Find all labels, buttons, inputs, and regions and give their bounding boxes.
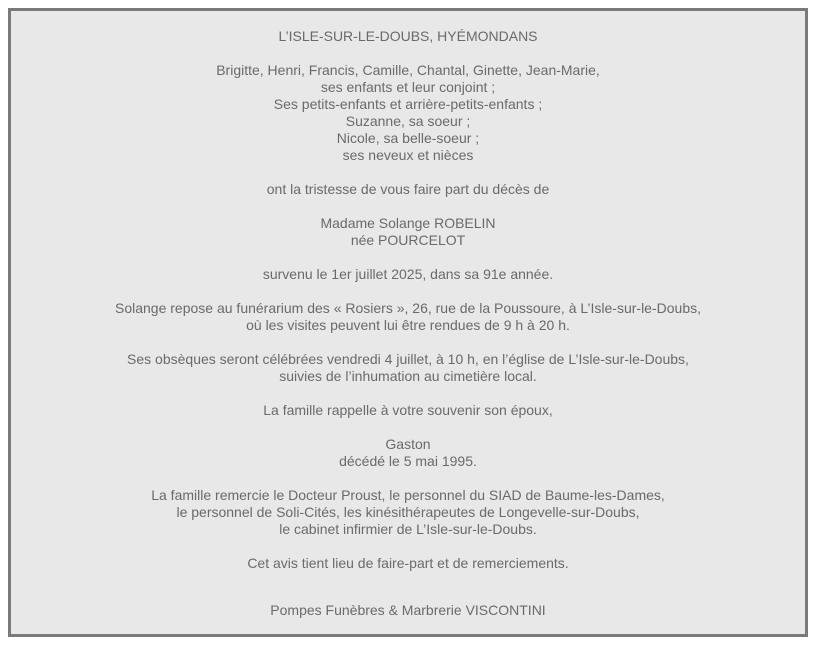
obituary-notice [8, 8, 808, 637]
rest-info-line: où les visites peuvent lui être rendues de 9 h à 20 h. [246, 317, 570, 333]
announcement-text: ont la tristesse de vous faire part du décès de [266, 181, 550, 197]
remembrance-text: La famille rappelle à votre souvenir son époux, [263, 402, 553, 418]
funeral-home-signature: Pompes Funèbres & Marbrerie VISCONTINI [270, 602, 546, 618]
spouse-death-date: décédé le 5 mai 1995. [339, 453, 477, 469]
deceased-name: Madame Solange ROBELIN [320, 215, 496, 231]
family-line: Suzanne, sa soeur ; [345, 113, 471, 129]
thanks-line: le cabinet infirmier de L’Isle-sur-le-Doubs. [279, 521, 537, 537]
family-line: Brigitte, Henri, Francis, Camille, Chantal, Ginette, Jean-Marie, [216, 62, 600, 78]
funeral-info-block [11, 351, 805, 385]
thanks-block [11, 487, 805, 538]
thanks-line: La famille remercie le Docteur Proust, le personnel du SIAD de Baume-les-Dames, [151, 487, 665, 503]
family-block [11, 62, 805, 164]
rest-info-line: Solange repose au funérarium des « Rosiers », 26, rue de la Poussoure, à L’Isle-sur-le-Doubs, [115, 300, 701, 316]
rest-info-block [11, 300, 805, 334]
funeral-info-line: Ses obsèques seront célébrées vendredi 4 juillet, à 10 h, en l’église de L’Isle-sur-le-Doubs, [127, 351, 689, 367]
deceased-block [11, 215, 805, 249]
family-line: ses neveux et nièces [342, 147, 474, 163]
thanks-line: le personnel de Soli-Cités, les kinésithérapeutes de Longevelle-sur-Doubs, [176, 504, 640, 520]
date-of-death: survenu le 1er juillet 2025, dans sa 91e année. [262, 266, 554, 282]
funeral-info-line: suivies de l’inhumation au cimetière local. [279, 368, 537, 384]
family-line: Nicole, sa belle-soeur ; [336, 130, 480, 146]
closing-text: Cet avis tient lieu de faire-part et de remerciements. [247, 555, 569, 571]
family-line: ses enfants et leur conjoint ; [320, 79, 496, 95]
spouse-block [11, 436, 805, 470]
location-heading: L’ISLE-SUR-LE-DOUBS, HYÉMONDANS [278, 28, 538, 44]
spouse-name: Gaston [385, 436, 431, 452]
family-line: Ses petits-enfants et arrière-petits-enfants ; [273, 96, 543, 112]
deceased-maiden-name: née POURCELOT [350, 232, 466, 248]
